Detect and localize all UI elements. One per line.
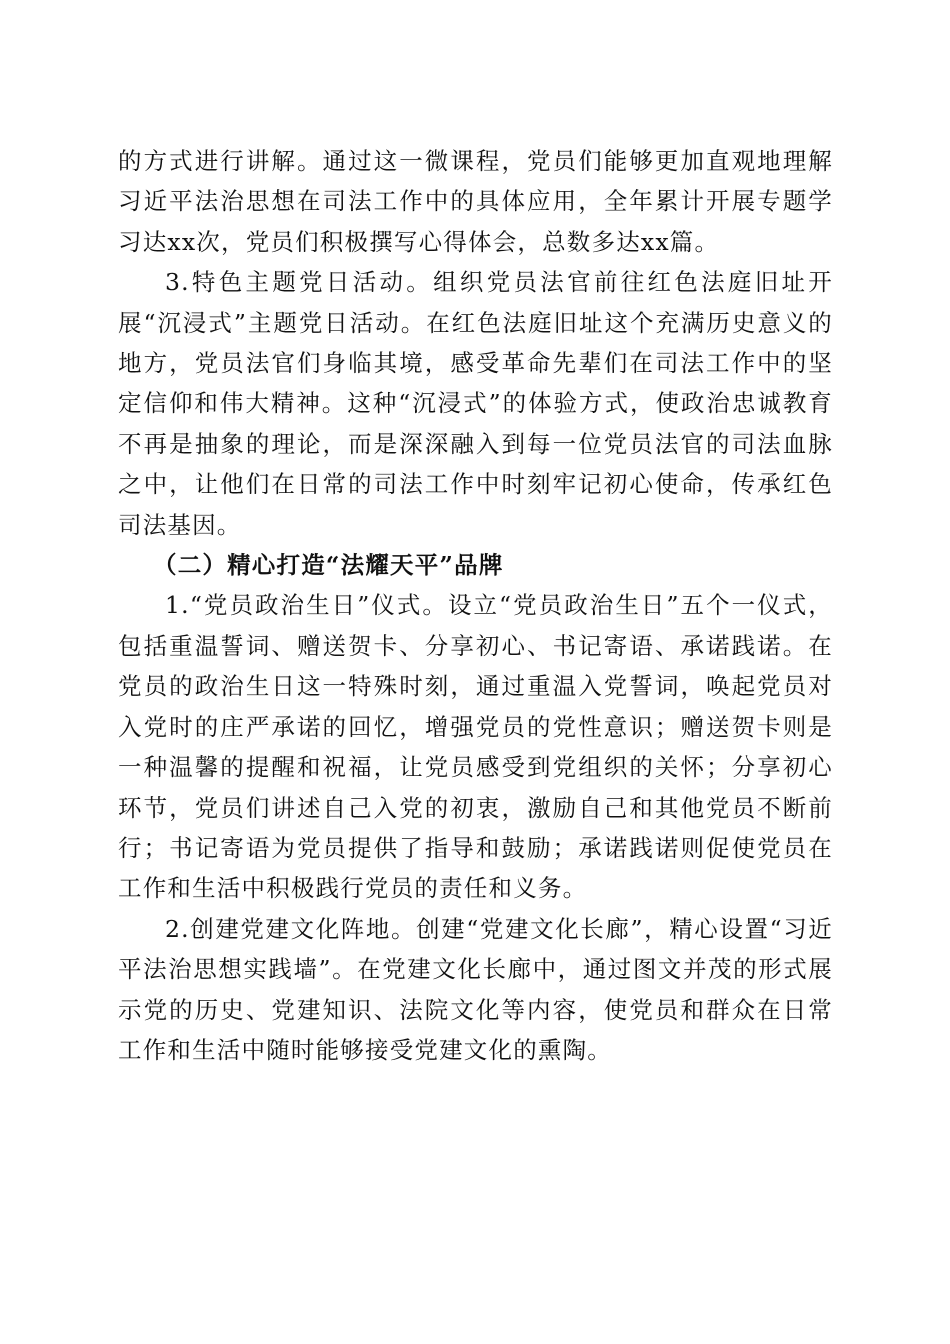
document-body — [118, 141, 833, 1070]
paragraph-themed-party-day: 3.特色主题党日活动。组织党员法官前往红色法庭旧址开展“沉浸式”主题党日活动。在红色法庭旧址这个充满历史意义的地方，党员法官们身临其境，感受革命先辈们在司法工作中的坚定信仰和伟大精神。这种“沉浸式”的体验方式，使政治忠诚教育不再是抽象的理论，而是深深融入到每一位党员法官的司法血脉之中，让他们在日常的司法工作中时刻牢记初心使命，传承红色司法基因。 — [118, 268, 833, 539]
paragraph-culture-position: 2.创建党建文化阵地。创建“党建文化长廊”，精心设置“习近平法治思想实践墙”。在党建文化长廊中，通过图文并茂的形式展示党的历史、党建知识、法院文化等内容，使党员和群众在日常工作和生活中随时能够接受党建文化的熏陶。 — [118, 914, 833, 1064]
section-heading-brand: （二）精心打造“法耀天平”品牌 — [153, 551, 504, 580]
paragraph-political-birthday: 1.“党员政治生日”仪式。设立“党员政治生日”五个一仪式，包括重温誓词、赠送贺卡、分享初心、书记寄语、承诺践诺。在党员的政治生日这一特殊时刻，通过重温入党誓词，唤起党员对入党时的庄严承诺的回忆，增强党员的党性意识；赠送贺卡则是一种温馨的提醒和祝福，让党员感受到党组织的关怀；分享初心环节，党员们讲述自己入党的初衷，激励自己和其他党员不断前行；书记寄语为党员提供了指导和鼓励；承诺践诺则促使党员在工作和生活中积极践行党员的责任和义务。 — [118, 591, 833, 903]
paragraph-continuation: 的方式进行讲解。通过这一微课程，党员们能够更加直观地理解习近平法治思想在司法工作中的具体应用，全年累计开展专题学习达xx次，党员们积极撰写心得体会，总数多达xx篇。 — [118, 147, 833, 256]
